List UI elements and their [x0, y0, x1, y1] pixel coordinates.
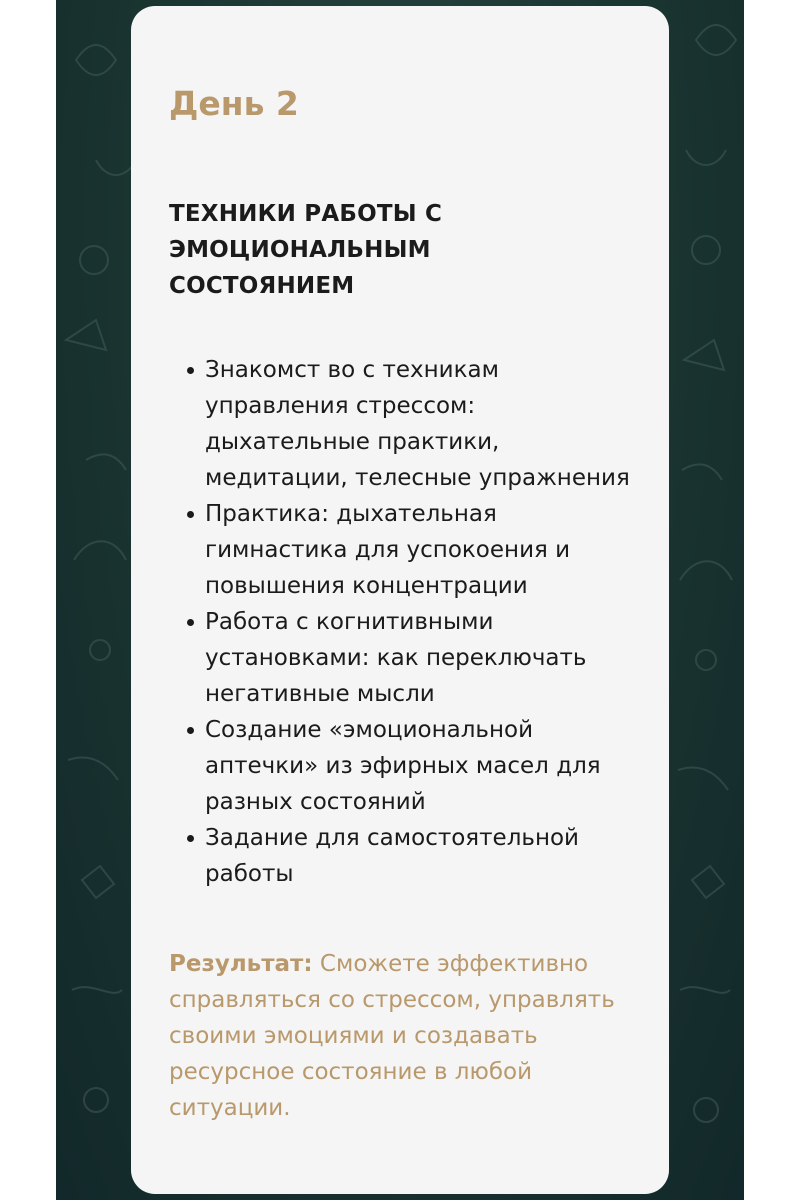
bullet-dot-icon	[187, 835, 194, 842]
list-item	[169, 496, 631, 604]
bullet-dot-icon	[187, 727, 194, 734]
list-item	[169, 712, 631, 820]
result-label: Результат:	[169, 951, 313, 977]
bullet-dot-icon	[187, 511, 194, 518]
list-item	[169, 604, 631, 712]
topics-list	[169, 352, 631, 892]
section-title: ТЕХНИКИ РАБОТЫ С ЭМОЦИОНАЛЬНЫМ СОСТОЯНИЕМ	[169, 201, 443, 299]
list-item-text: Задание для самостоятельной работы	[205, 825, 580, 887]
list-item-text: Создание «эмоциональной аптечки» из эфирных масел для разных состояний	[205, 717, 601, 815]
list-item-text: Практика: дыхательная гимнастика для успокоения и повышения концентрации	[205, 501, 571, 599]
bullet-dot-icon	[187, 619, 194, 626]
result-text: Сможете эффективно справляться со стрессом, управлять своими эмоциями и создавать ресурсное состояние в любой ситуации.	[169, 951, 615, 1121]
result-paragraph	[169, 946, 631, 1126]
list-item	[169, 352, 631, 496]
program-day-card	[131, 6, 669, 1194]
day-title: День 2	[169, 84, 299, 123]
list-item-text: Знакомст во с техникам управления стрессом: дыхательные практики, медитации, телесные упражнения	[205, 357, 630, 491]
list-item	[169, 820, 631, 892]
list-item-text: Работа с когнитивными установками: как переключать негативные мысли	[205, 609, 587, 707]
bullet-dot-icon	[187, 367, 194, 374]
